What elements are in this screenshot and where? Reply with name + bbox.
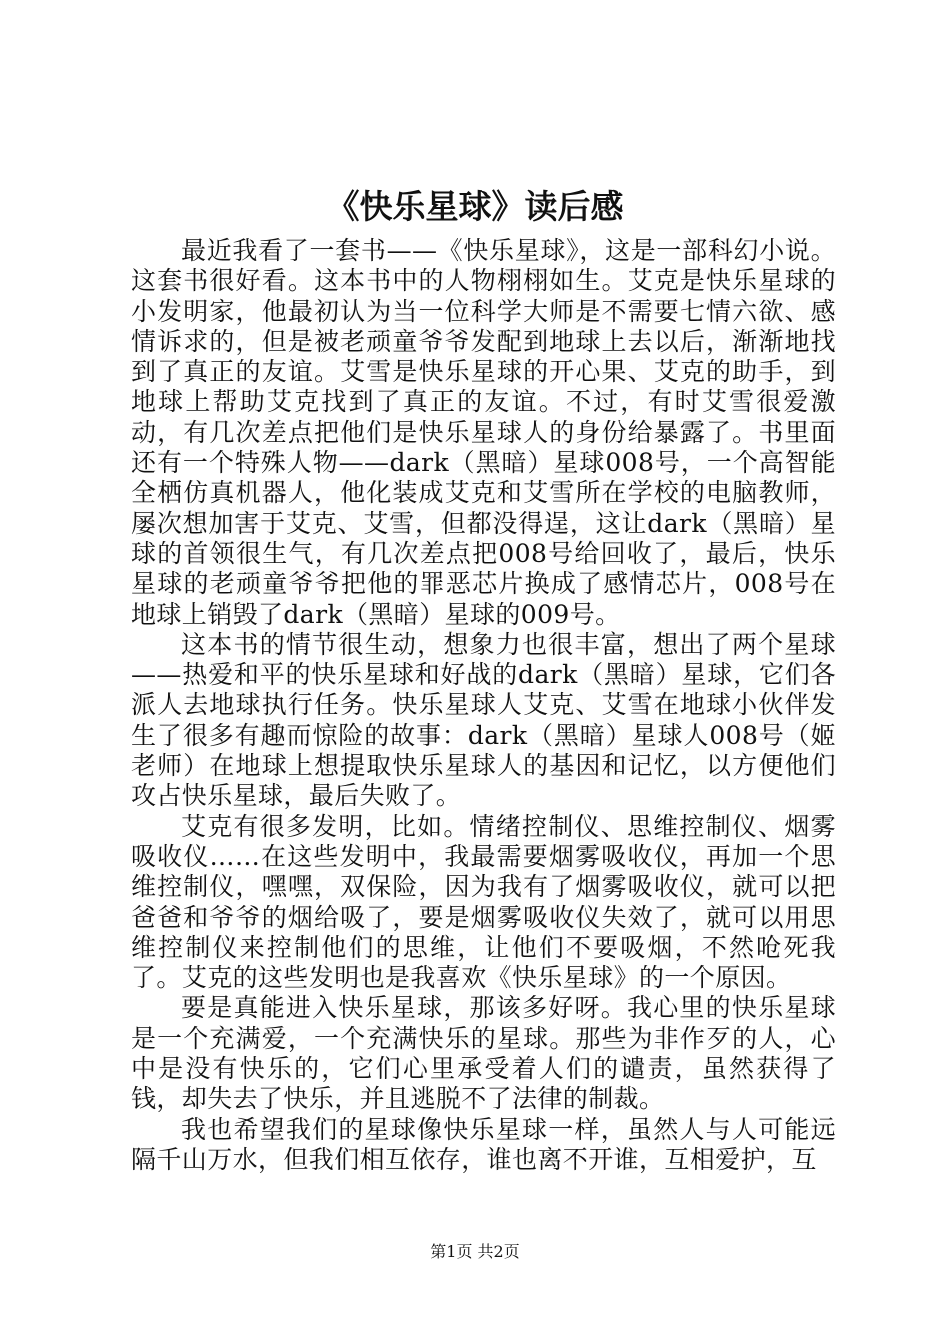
paragraph-1: 最近我看了一套书——《快乐星球》，这是一部科幻小说。这套书很好看。这本书中的人物栩栩如生。艾克是快乐星球的小发明家，他最初认为当一位科学大师是不需要七情六欲、感情诉求的，但是被老顽童爷爷发配到地球上去以后，渐渐地找到了真正的友谊。艾雪是快乐星球的开心果、艾克的助手，到地球上帮助艾克找到了真正的友谊。不过，有时艾雪很爱激动，有几次差点把他们是快乐星球人的身份给暴露了。书里面还有一个特殊人物——dark（黑暗）星球008号，一个高智能全栖仿真机器人，他化装成艾克和艾雪所在学校的电脑教师，屡次想加害于艾克、艾雪，但都没得逞，这让dark（黑暗）星球的首领很生气，有几次差点把008号给回收了，最后，快乐星球的老顽童爷爷把他的罪恶芯片换成了感情芯片，008号在地球上销毁了dark（黑暗）星球的009号。 [131, 236, 836, 629]
page-number-footer: 第1页 共2页 [430, 1242, 520, 1261]
document-title: 《快乐星球》读后感 [326, 187, 624, 226]
paragraph-4: 要是真能进入快乐星球，那该多好呀。我心里的快乐星球是一个充满爱，一个充满快乐的星球。那些为非作歹的人，心中是没有快乐的，它们心里承受着人们的谴责，虽然获得了钱，却失去了快乐，并且逃脱不了法律的制裁。 [131, 993, 836, 1114]
document-body [131, 236, 836, 1175]
paragraph-2: 这本书的情节很生动，想象力也很丰富，想出了两个星球——热爱和平的快乐星球和好战的dark（黑暗）星球，它们各派人去地球执行任务。快乐星球人艾克、艾雪在地球小伙伴发生了很多有趣而惊险的故事：dark（黑暗）星球人008号（姬老师）在地球上想提取快乐星球人的基因和记忆，以方便他们攻占快乐星球，最后失败了。 [131, 629, 836, 811]
paragraph-5: 我也希望我们的星球像快乐星球一样，虽然人与人可能远隔千山万水，但我们相互依存，谁也离不开谁，互相爱护，互 [131, 1114, 836, 1174]
paragraph-3: 艾克有很多发明，比如。情绪控制仪、思维控制仪、烟雾吸收仪……在这些发明中，我最需要烟雾吸收仪，再加一个思维控制仪，嘿嘿，双保险，因为我有了烟雾吸收仪，就可以把爸爸和爷爷的烟给吸了，要是烟雾吸收仪失效了，就可以用思维控制仪来控制他们的思维，让他们不要吸烟，不然呛死我了。艾克的这些发明也是我喜欢《快乐星球》的一个原因。 [131, 811, 836, 993]
